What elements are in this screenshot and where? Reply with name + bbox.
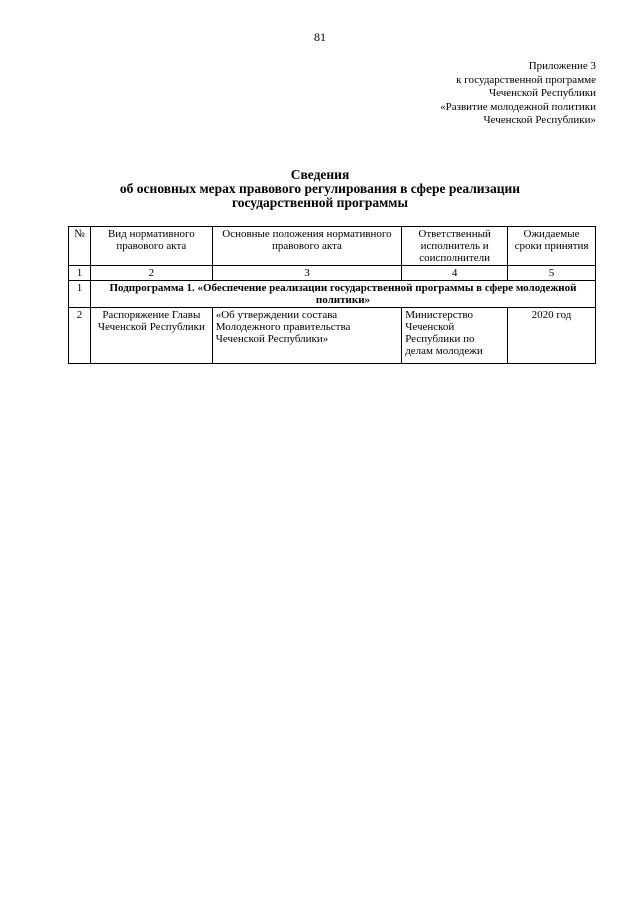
measures-table bbox=[68, 226, 596, 364]
header-cell-act-type: Вид нормативного правового акта bbox=[90, 227, 212, 266]
title-line: Сведения bbox=[290, 167, 350, 182]
row-provisions: «Об утверждении состава Молодежного правительства Чеченской Республики» bbox=[212, 308, 401, 364]
table-header-row bbox=[69, 227, 596, 266]
table-row bbox=[69, 308, 596, 364]
appendix-line: Чеченской Республики bbox=[488, 87, 596, 99]
column-numbers-row bbox=[69, 266, 596, 281]
appendix-line: Чеченской Республики» bbox=[483, 114, 596, 126]
header-cell-deadline: Ожидаемые сроки принятия bbox=[508, 227, 596, 266]
row-executor: Министерство Чеченской Республики по делам молодежи bbox=[402, 308, 508, 364]
column-number-cell: 4 bbox=[402, 266, 508, 281]
column-number-cell: 1 bbox=[69, 266, 91, 281]
row-act-type: Распоряжение Главы Чеченской Республики bbox=[90, 308, 212, 364]
header-cell-number: № bbox=[69, 227, 91, 266]
appendix-line: «Развитие молодежной политики bbox=[440, 100, 596, 113]
row-number: 2 bbox=[69, 308, 91, 364]
appendix-line: к государственной программе bbox=[456, 73, 596, 86]
document-title bbox=[0, 168, 640, 210]
appendix-line: Приложение 3 bbox=[528, 60, 596, 72]
header-cell-provisions: Основные положения нормативного правового акта bbox=[212, 227, 401, 266]
subprogram-number: 1 bbox=[69, 281, 91, 308]
row-deadline: 2020 год bbox=[508, 308, 596, 364]
column-number-cell: 2 bbox=[90, 266, 212, 281]
column-number-cell: 3 bbox=[212, 266, 401, 281]
header-cell-executor: Ответственный исполнитель и соисполнители bbox=[402, 227, 508, 266]
page-number: 81 bbox=[314, 30, 326, 44]
appendix-block bbox=[440, 60, 596, 128]
title-line: государственной программы bbox=[231, 195, 409, 210]
column-number-cell: 5 bbox=[508, 266, 596, 281]
subprogram-title: Подпрограмма 1. «Обеспечение реализации государственной программы в сфере молодежной политики» bbox=[90, 281, 595, 308]
title-line: об основных мерах правового регулирования в сфере реализации bbox=[119, 181, 521, 196]
subprogram-row bbox=[69, 281, 596, 308]
